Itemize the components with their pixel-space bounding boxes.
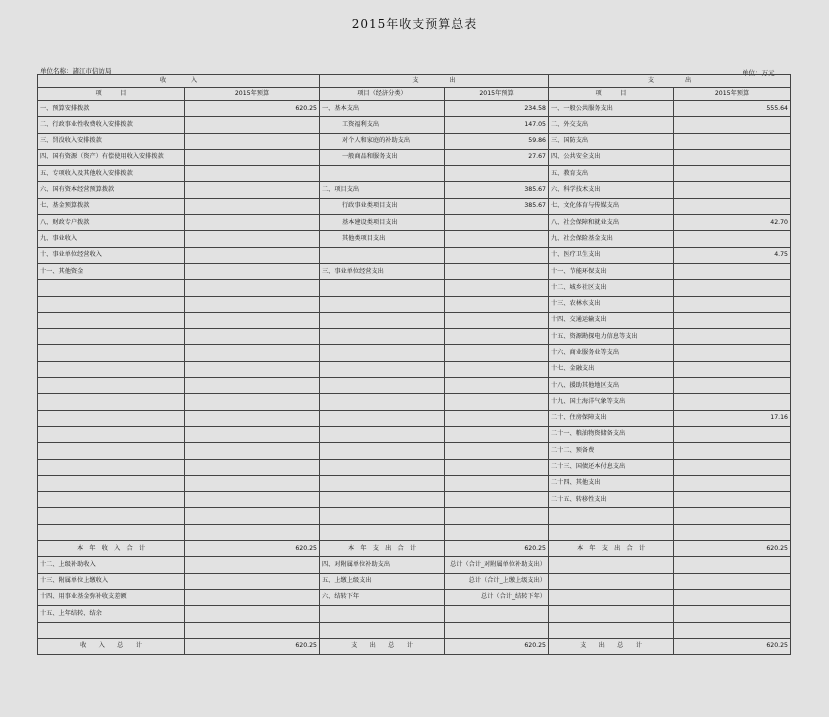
cell-c [320, 475, 445, 491]
cell-a [38, 524, 185, 540]
cell-e [549, 589, 674, 605]
table-row [38, 101, 791, 117]
cell-b [185, 589, 320, 605]
cell-b [185, 215, 320, 231]
cell-b [185, 263, 320, 279]
table-row [38, 524, 791, 540]
cell-b [185, 149, 320, 165]
cell-f [674, 263, 791, 279]
cell-f [674, 345, 791, 361]
cell-b [185, 508, 320, 524]
cell-b [185, 247, 320, 263]
cell-a [38, 492, 185, 508]
table-row [38, 394, 791, 410]
cell-a [38, 410, 185, 426]
cell-f [674, 622, 791, 638]
cell-a: 一、预算安排拨款 [38, 101, 185, 117]
cell-a: 九、事业收入 [38, 231, 185, 247]
table-row [38, 296, 791, 312]
cell-e: 十七、金融支出 [549, 361, 674, 377]
table-row [38, 622, 791, 638]
cell-a: 十一、其他资金 [38, 263, 185, 279]
cell-f [674, 133, 791, 149]
cell-e: 七、文化体育与传媒支出 [549, 198, 674, 214]
table-row [38, 541, 791, 557]
table-row [38, 459, 791, 475]
cell-e [549, 573, 674, 589]
income-header: 收 入 [38, 75, 320, 88]
cell-b [185, 557, 320, 573]
cell-b [185, 426, 320, 442]
cell-f [674, 329, 791, 345]
cell-d [445, 508, 549, 524]
table-row [38, 508, 791, 524]
table-row [38, 182, 791, 198]
table-row [38, 280, 791, 296]
cell-d [445, 606, 549, 622]
cell-d [445, 492, 549, 508]
cell-a [38, 345, 185, 361]
cell-f [674, 573, 791, 589]
cell-d: 234.58 [445, 101, 549, 117]
cell-f [674, 296, 791, 312]
cell-f [674, 198, 791, 214]
cell-e: 二十五、转移性支出 [549, 492, 674, 508]
cell-e [549, 622, 674, 638]
cell-d [445, 394, 549, 410]
expense-header-1: 支 出 [320, 75, 549, 88]
cell-c: 二、项目支出 [320, 182, 445, 198]
cell-d [445, 247, 549, 263]
cell-c: 五、上缴上级支出 [320, 573, 445, 589]
cell-a [38, 508, 185, 524]
cell-c: 对个人和家庭的补助支出 [320, 133, 445, 149]
cell-e [549, 508, 674, 524]
table-row [38, 263, 791, 279]
cell-a: 十五、上年结转、结余 [38, 606, 185, 622]
cell-c [320, 524, 445, 540]
cell-d [445, 426, 549, 442]
cell-b [185, 622, 320, 638]
table-row [38, 492, 791, 508]
cell-f [674, 508, 791, 524]
cell-f [674, 459, 791, 475]
cell-c: 一、基本支出 [320, 101, 445, 117]
cell-e: 十、医疗卫生支出 [549, 247, 674, 263]
cell-d [445, 231, 549, 247]
cell-a [38, 394, 185, 410]
table-row [38, 606, 791, 622]
cell-d [445, 329, 549, 345]
table-row [38, 475, 791, 491]
cell-e: 十六、商业服务业等支出 [549, 345, 674, 361]
cell-f [674, 361, 791, 377]
cell-a: 十二、上级补助收入 [38, 557, 185, 573]
cell-b [185, 394, 320, 410]
cell-d: 总计（合计_结转下年） [445, 589, 549, 605]
cell-a: 收 入 总 计 [38, 638, 185, 654]
budget-summary-table [37, 74, 791, 655]
table-row [38, 215, 791, 231]
cell-d [445, 312, 549, 328]
cell-d [445, 361, 549, 377]
cell-a: 四、国有资源（资产）有偿使用收入安排拨款 [38, 149, 185, 165]
table-row [38, 198, 791, 214]
table-row [38, 589, 791, 605]
cell-d [445, 443, 549, 459]
table-row [38, 133, 791, 149]
cell-b [185, 231, 320, 247]
cell-c: 一般商品和服务支出 [320, 149, 445, 165]
table-row [38, 312, 791, 328]
cell-c [320, 361, 445, 377]
expense-header-2: 支 出 [549, 75, 791, 88]
cell-a [38, 361, 185, 377]
cell-c [320, 280, 445, 296]
cell-b [185, 524, 320, 540]
cell-b [185, 312, 320, 328]
cell-f [674, 394, 791, 410]
cell-b [185, 475, 320, 491]
cell-b [185, 573, 320, 589]
cell-f: 620.25 [674, 638, 791, 654]
cell-d [445, 622, 549, 638]
table-row [38, 443, 791, 459]
cell-b: 620.25 [185, 101, 320, 117]
cell-c: 基本建设类项目支出 [320, 215, 445, 231]
table-row [38, 557, 791, 573]
cell-d: 总计（合计_对附属单位补助支出） [445, 557, 549, 573]
cell-e: 八、社会保障和就业支出 [549, 215, 674, 231]
cell-d: 620.25 [445, 541, 549, 557]
cell-c [320, 247, 445, 263]
cell-e [549, 557, 674, 573]
cell-d: 59.86 [445, 133, 549, 149]
cell-a [38, 426, 185, 442]
cell-e: 三、国防支出 [549, 133, 674, 149]
cell-a [38, 329, 185, 345]
cell-c: 三、事业单位经营支出 [320, 263, 445, 279]
cell-f [674, 606, 791, 622]
table-row [38, 247, 791, 263]
cell-c [320, 166, 445, 182]
table-subheader-row [38, 88, 791, 101]
cell-e: 六、科学技术支出 [549, 182, 674, 198]
table-row [38, 345, 791, 361]
page-title: 2015年收支预算总表 [351, 17, 478, 31]
cell-a [38, 475, 185, 491]
cell-f: 555.64 [674, 101, 791, 117]
cell-c [320, 378, 445, 394]
cell-c [320, 492, 445, 508]
cell-b [185, 378, 320, 394]
cell-a: 十四、用事业基金弥补收支差额 [38, 589, 185, 605]
cell-a: 三、罚没收入安排拨款 [38, 133, 185, 149]
cell-e [549, 524, 674, 540]
cell-a: 本 年 收 入 合 计 [38, 541, 185, 557]
cell-a [38, 459, 185, 475]
col-budget: 2015年预算 [185, 88, 320, 101]
cell-b [185, 280, 320, 296]
cell-f [674, 378, 791, 394]
cell-e: 支 出 总 计 [549, 638, 674, 654]
cell-e: 十九、国土海洋气象等支出 [549, 394, 674, 410]
cell-b [185, 606, 320, 622]
cell-d [445, 459, 549, 475]
table-row [38, 329, 791, 345]
table-row [38, 638, 791, 654]
cell-d [445, 410, 549, 426]
cell-a [38, 622, 185, 638]
cell-d [445, 215, 549, 231]
cell-b [185, 492, 320, 508]
cell-e: 十五、资源勘探电力信息等支出 [549, 329, 674, 345]
cell-c [320, 410, 445, 426]
cell-f [674, 280, 791, 296]
col-item-econ: 项目（经济分类） [320, 88, 445, 101]
cell-c: 四、对附属单位补助支出 [320, 557, 445, 573]
cell-f: 42.70 [674, 215, 791, 231]
cell-c: 其他类项目支出 [320, 231, 445, 247]
cell-e: 二十、住房保障支出 [549, 410, 674, 426]
table-row [38, 166, 791, 182]
table-row [38, 573, 791, 589]
cell-f [674, 557, 791, 573]
cell-f [674, 312, 791, 328]
cell-c: 本 年 支 出 合 计 [320, 541, 445, 557]
cell-f [674, 589, 791, 605]
cell-a [38, 378, 185, 394]
cell-c [320, 394, 445, 410]
cell-d: 620.25 [445, 638, 549, 654]
cell-e: 九、社会保险基金支出 [549, 231, 674, 247]
cell-a: 十三、附属单位上缴收入 [38, 573, 185, 589]
cell-a: 五、专项收入及其他收入安排拨款 [38, 166, 185, 182]
cell-d [445, 378, 549, 394]
cell-d: 385.67 [445, 198, 549, 214]
unit-name-label: 单位名称：諸江市信访局 [40, 67, 112, 75]
col-budget-2: 2015年预算 [445, 88, 549, 101]
cell-b: 620.25 [185, 541, 320, 557]
cell-b [185, 133, 320, 149]
cell-e: 二十三、国债还本付息支出 [549, 459, 674, 475]
cell-a: 八、财政专户拨款 [38, 215, 185, 231]
currency-unit-label: 单位：万元 [742, 69, 775, 77]
cell-b [185, 329, 320, 345]
table-row [38, 361, 791, 377]
cell-e: 十八、援助其他地区支出 [549, 378, 674, 394]
table-header-row [38, 75, 791, 88]
cell-f [674, 166, 791, 182]
cell-b [185, 296, 320, 312]
cell-d: 385.67 [445, 182, 549, 198]
cell-a [38, 296, 185, 312]
cell-b [185, 166, 320, 182]
cell-a: 六、国有资本经营预算拨款 [38, 182, 185, 198]
cell-c [320, 622, 445, 638]
cell-d [445, 475, 549, 491]
cell-b [185, 410, 320, 426]
cell-f [674, 231, 791, 247]
cell-c: 行政事业类项目支出 [320, 198, 445, 214]
cell-b [185, 361, 320, 377]
cell-e: 一、一般公共服务支出 [549, 101, 674, 117]
cell-b [185, 198, 320, 214]
table-row [38, 149, 791, 165]
cell-d [445, 263, 549, 279]
cell-f: 620.25 [674, 541, 791, 557]
cell-e: 二、外交支出 [549, 117, 674, 133]
cell-c [320, 508, 445, 524]
cell-f [674, 492, 791, 508]
cell-e: 二十一、粮油物资储备支出 [549, 426, 674, 442]
cell-e: 五、教育支出 [549, 166, 674, 182]
cell-c [320, 345, 445, 361]
cell-e: 十二、城乡社区支出 [549, 280, 674, 296]
table-row [38, 426, 791, 442]
cell-e: 二十二、预备费 [549, 443, 674, 459]
cell-f: 4.75 [674, 247, 791, 263]
col-budget-3: 2015年预算 [674, 88, 791, 101]
cell-f [674, 149, 791, 165]
cell-d [445, 296, 549, 312]
cell-c [320, 443, 445, 459]
cell-a: 十、事业单位经营收入 [38, 247, 185, 263]
table-row [38, 410, 791, 426]
cell-b [185, 443, 320, 459]
table-row [38, 378, 791, 394]
cell-d [445, 345, 549, 361]
cell-d [445, 280, 549, 296]
cell-c [320, 329, 445, 345]
cell-a: 二、行政事业性收费收入安排拨款 [38, 117, 185, 133]
cell-c: 工资福利支出 [320, 117, 445, 133]
cell-f [674, 182, 791, 198]
cell-b [185, 345, 320, 361]
cell-e: 十一、节能环保支出 [549, 263, 674, 279]
cell-f [674, 524, 791, 540]
cell-c: 六、结转下年 [320, 589, 445, 605]
cell-e: 四、公共安全支出 [549, 149, 674, 165]
table-row [38, 117, 791, 133]
cell-c [320, 426, 445, 442]
col-item-3: 项 目 [549, 88, 674, 101]
cell-e: 十三、农林水支出 [549, 296, 674, 312]
cell-a [38, 280, 185, 296]
cell-b: 620.25 [185, 638, 320, 654]
cell-c [320, 459, 445, 475]
cell-a [38, 443, 185, 459]
cell-d: 27.67 [445, 149, 549, 165]
cell-d: 总计（合计_上缴上级支出） [445, 573, 549, 589]
cell-f [674, 475, 791, 491]
cell-e: 十四、交通运输支出 [549, 312, 674, 328]
table-row [38, 231, 791, 247]
cell-e: 本 年 支 出 合 计 [549, 541, 674, 557]
cell-c [320, 296, 445, 312]
cell-f: 17.16 [674, 410, 791, 426]
cell-d [445, 166, 549, 182]
cell-d: 147.05 [445, 117, 549, 133]
cell-b [185, 117, 320, 133]
cell-f [674, 443, 791, 459]
cell-e: 二十四、其他支出 [549, 475, 674, 491]
cell-b [185, 182, 320, 198]
cell-c [320, 606, 445, 622]
cell-d [445, 524, 549, 540]
cell-f [674, 426, 791, 442]
cell-a [38, 312, 185, 328]
cell-e [549, 606, 674, 622]
cell-f [674, 117, 791, 133]
cell-a: 七、基金预算拨款 [38, 198, 185, 214]
cell-c [320, 312, 445, 328]
cell-b [185, 459, 320, 475]
cell-c: 支 出 总 计 [320, 638, 445, 654]
col-item: 项 目 [38, 88, 185, 101]
